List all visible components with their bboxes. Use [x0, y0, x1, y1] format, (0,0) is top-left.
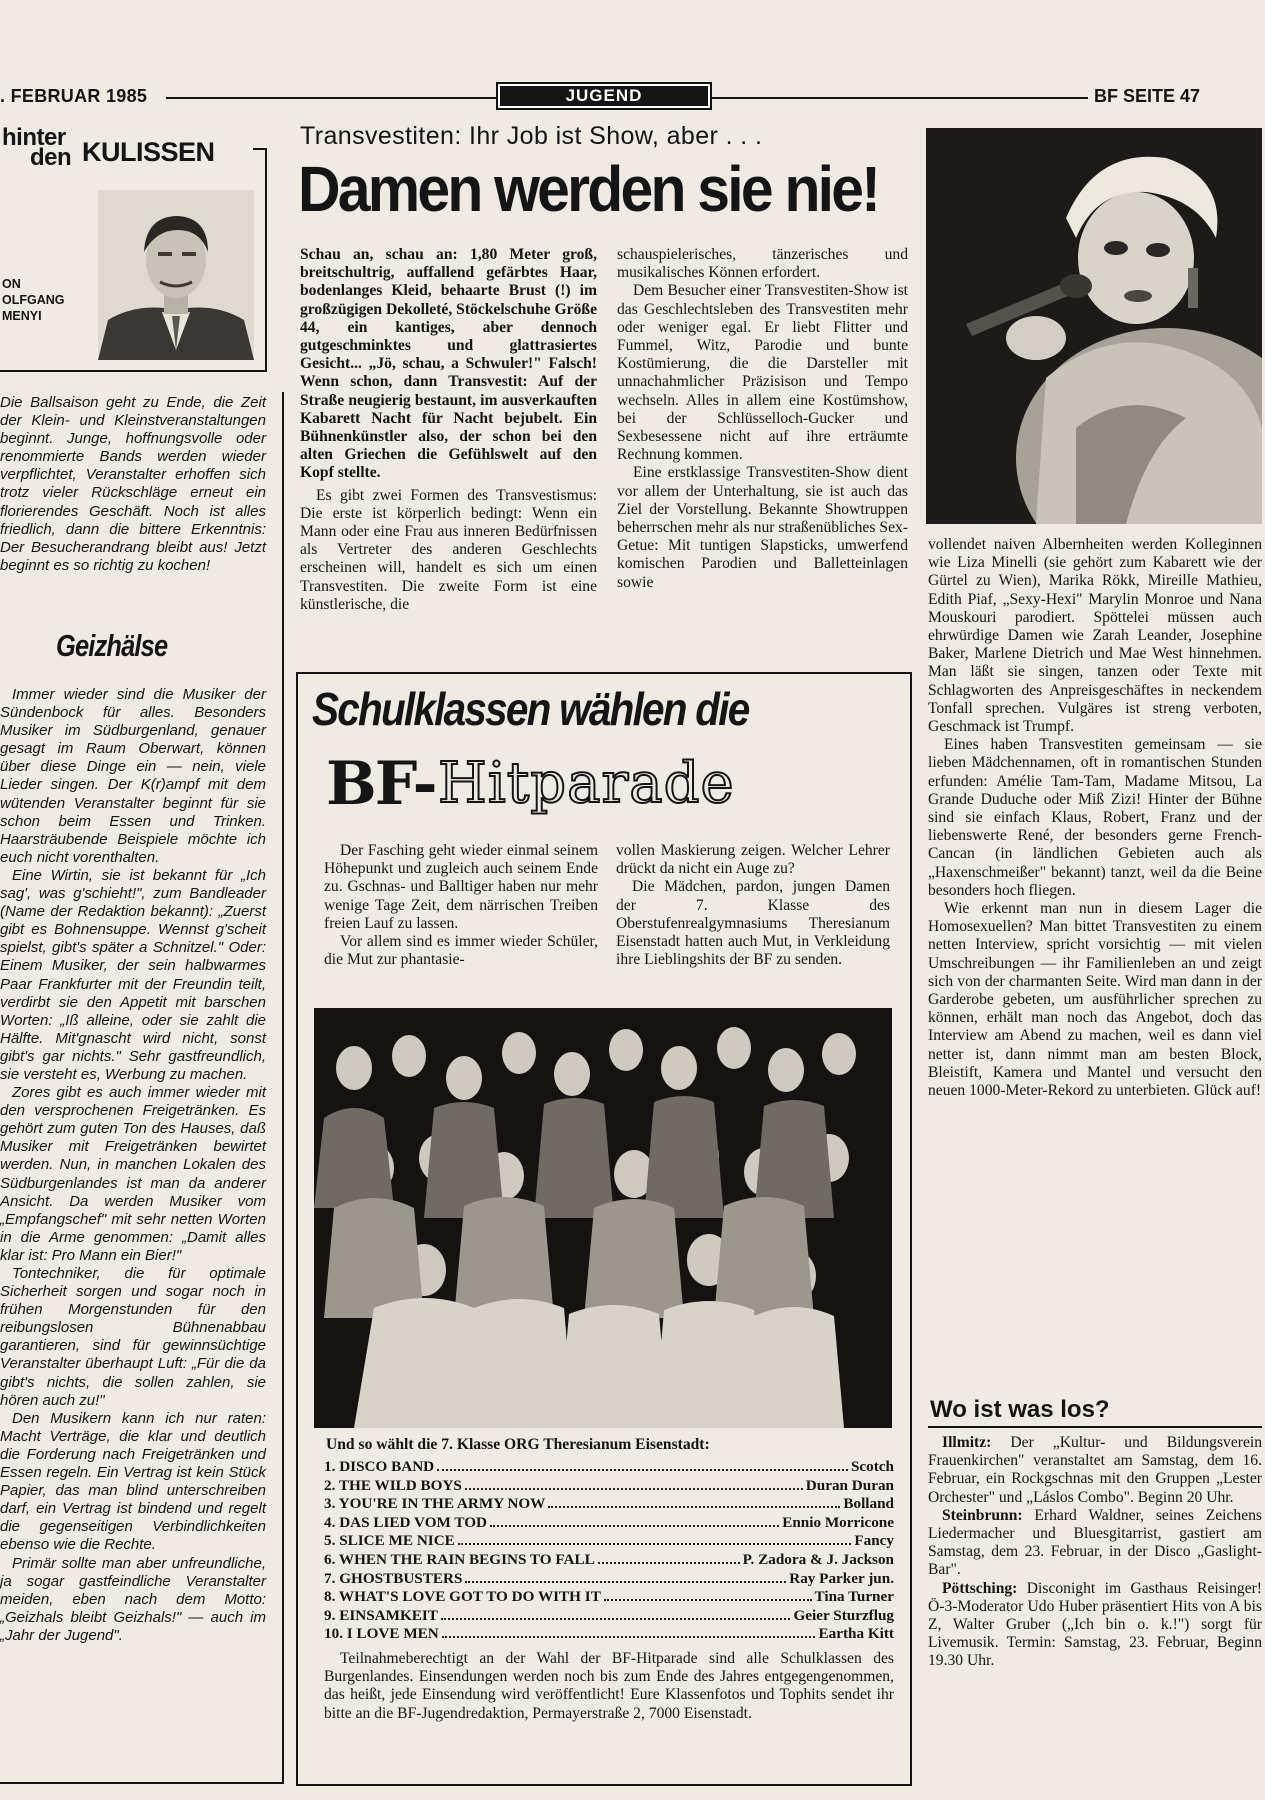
hit-song: 8. WHAT'S LOVE GOT TO DO WITH IT	[324, 1588, 601, 1606]
column-paragraph: Eine Wirtin, sie ist bekannt für „Ich sag', was g'schieht!", zum Bandleader (Name der Redaktion bekannt): „Zuerst gibt es Bohnensuppe. Wennst g'scheit spielst, gibt's später a Schnitzel." Oder: Einem Musiker, der sein halbwarmes Paar Frankfurter mit der Freundin teilt, verdirbt sie den Appetit mit barschen Worten: „Iß alleine, oder sie zahlt die Hälfte. Mit'gnascht wird nicht, sonst gibt's gar nichts." Sehr gastfreundlich, sie versteht es, Werbung zu machen.	[0, 866, 266, 1083]
hit-artist: Fancy	[854, 1532, 894, 1550]
hitparade-col1	[324, 842, 598, 969]
hitparade-col2	[616, 842, 890, 969]
hitlist-entry	[324, 1551, 894, 1570]
events-list	[928, 1434, 1262, 1671]
event-text: Erhard Waldner, seines Zeichens Liedermacher und Bluesgitarrist, gastiert am Samstag, dem 23. Februar, in der Disco „Gaslight-Bar".	[928, 1506, 1263, 1579]
event-item	[928, 1434, 1262, 1507]
article-col3	[928, 536, 1262, 1100]
hit-song: 10. I LOVE MEN	[324, 1625, 439, 1643]
hit-song: 3. YOU'RE IN THE ARMY NOW	[324, 1495, 546, 1513]
hitlist-entry	[324, 1588, 894, 1607]
hitparade-headline: Schulklassen wählen die	[312, 683, 749, 735]
hit-artist: P. Zadora & J. Jackson	[742, 1550, 894, 1568]
hitlist-entry	[324, 1458, 894, 1477]
class-photo	[314, 1008, 892, 1428]
column-body	[0, 686, 266, 1645]
column-subhead: Geizhälse	[56, 628, 168, 663]
hitparade-footer: Teilnahmeberechtigt an der Wahl der BF-Hitparade sind alle Schulklassen des Burgenlandes. Einsendungen werden noch bis zum Ende des Jahres entgegengenommen, das heißt, jede Einsendung wird veröffentlicht! Eure Klassenfotos und Tophits sendet ihr bitte an die BF-Jugendredaktion, Permayerstraße 2, 7000 Eisenstadt.	[324, 1650, 894, 1722]
hit-leader	[441, 1618, 791, 1620]
hitlist-entry	[324, 1532, 894, 1551]
hit-song: 2. THE WILD BOYS	[324, 1476, 462, 1494]
transvestite-photo	[926, 128, 1262, 524]
hit-song: 9. EINSAMKEIT	[324, 1606, 438, 1624]
column-logo	[2, 126, 274, 176]
header-rule-right	[712, 97, 1088, 99]
hit-leader	[604, 1599, 812, 1601]
column-intro: Die Ballsaison geht zu Ende, die Zeit der Klein- und Kleinstveranstaltungen beginnt. Junge, hoffnungsvolle oder renommierte Bands werden wieder verpflichtet, Veranstalter erhoffen sich trotz vieler Rückschläge erneut ein florierendes Geschäft. Noch ist alles friedlich, dann die bittere Erkenntnis: Der Besucherandrang bleibt aus! Jetzt beginnt es so richtig zu kochen!	[0, 394, 266, 574]
hitlist-entry	[324, 1514, 894, 1533]
hit-leader	[442, 1636, 816, 1638]
section-box	[496, 82, 712, 110]
author-photo	[98, 190, 254, 360]
hit-artist: Ray Parker jun.	[789, 1569, 894, 1587]
event-place: Pöttsching:	[942, 1579, 1018, 1597]
article-paragraph: Eine erstklassige Transvestiten-Show dient vor allem der Unterhaltung, sie ist auch das Ziel der Vorstellung. Bekannte Showtruppen beherrschen mehr als nur straßenübliches Sex-Getue: Mit tuntigen Slapsticks, umwerfend komischen Parodien und Balletteinlagen sowie	[617, 464, 908, 591]
column-bottom-rule	[0, 1782, 284, 1784]
article-kicker: Transvestiten: Ihr Job ist Show, aber . . .	[300, 122, 763, 150]
hit-artist: Tina Turner	[814, 1588, 894, 1606]
article-col1	[300, 246, 597, 614]
hit-leader	[490, 1525, 779, 1527]
hitparade-paragraph: vollen Maskierung zeigen. Welcher Lehrer drückt da nicht ein Auge zu?	[616, 842, 890, 878]
hitlist-entry	[324, 1477, 894, 1496]
hitparade-logo-word: Hitparade	[438, 751, 735, 816]
article-paragraph: Eines haben Transvestiten gemeinsam — sie lieben Mädchennamen, oft in romantischen Stunden erfunden: Amélie Tam-Tam, Madame Mitsou, La Grande Duduche oder Miß Zizi! Hinter der Bühne sind sie einfach Klaus, Robert, Franz und der liebenswerte René, der besonders gerne French-Cancan (in ländlichen Gebieten auch als „Haxenschmeißer" bekannt) tanzt, weil da die Beine besonders hoch fliegen.	[928, 736, 1262, 899]
column-paragraph: Den Musikern kann ich nur raten: Macht Verträge, die klar und deutlich die Forderung nach Freigetränken und Essen regeln. Ein Vertrag ist kein Stück Papier, das man blind unterschreiben darf, ein Vertrag ist bindend und regelt die gegenseitigen Verbindlichkeiten ebenso wie die Rechte.	[0, 1409, 266, 1554]
hitlist-entry	[324, 1607, 894, 1626]
hit-song: 6. WHEN THE RAIN BEGINS TO FALL	[324, 1550, 595, 1568]
hit-song: 4. DAS LIED VOM TOD	[324, 1513, 487, 1531]
hit-leader	[465, 1488, 803, 1490]
article-headline: Damen werden sie nie!	[298, 153, 879, 225]
column-logo-small-2: den	[30, 144, 72, 171]
article-lead: Schau an, schau an: 1,80 Meter groß, breitschultrig, auffallend gefärbtes Haar, bodenlanges Kleid, behaarte Brust (!) im großzügigen Dekolleté, Stöckelschuhe Größe 44, ein kantiges, aber dennoch gutgeschminktes und glattrasiertes Gesicht... „Jö, schau, a Schwuler!" Falsch! Wenn schon, dann Transvestit: Auf der Straße neugierig bestaunt, im ausverkauften Kabarett Nacht für Nacht bejubelt. Ein Bühnenkünstler also, der schon bei den alten Griechen die Gefühlswelt auf den Kopf stellte.	[300, 246, 597, 482]
article-paragraph: Dem Besucher einer Transvestiten-Show ist das Geschlechtsleben des Transvestiten mehr oder weniger egal. Er liebt Flitter und Fummel, Witz, Parodie und bunte Kostümierung, die die Darsteller mit unnachahmlicher Präzisison und Tempo wechseln. Alles in allem eine Kostümshow, bei der Schlüsselloch-Gucker und Sexbesessene nicht auf ihre erträumte Rechnung kommen.	[617, 282, 908, 464]
hit-artist: Duran Duran	[805, 1476, 894, 1494]
article-col2	[617, 246, 908, 592]
hit-artist: Ennio Morricone	[782, 1513, 894, 1531]
author-line-2: OLFGANG	[2, 293, 65, 307]
hit-artist: Eartha Kitt	[818, 1625, 894, 1643]
hit-leader	[598, 1562, 740, 1564]
column-frame-right	[265, 148, 267, 370]
issue-date: . FEBRUAR 1985	[0, 86, 148, 106]
column-frame-top	[253, 148, 267, 150]
event-item	[928, 1580, 1262, 1671]
hit-leader	[437, 1469, 848, 1471]
event-place: Steinbrunn:	[942, 1506, 1023, 1524]
author-line-3: MENYI	[2, 309, 42, 323]
column-paragraph: Immer wieder sind die Musiker der Sündenbock für alles. Besonders Musiker im Südburgenland, genauer gesagt im Raum Oberwart, können über diese Dinge ein — nein, viele Lieder singen. Der K(r)ampf mit dem wütenden Veranstalter beginnt für sie schon beim Essen und Trinken. Haarsträubende Beispiele möchte ich euch nicht vorenthalten.	[0, 686, 266, 866]
event-place: Illmitz:	[942, 1434, 992, 1451]
column-paragraph: Tontechniker, die für optimale Sicherheit sorgen und sogar noch in frühen Morgenstunden für den reibungslosen Bühnenabbau garantieren, sind für gewinnsüchtige Veranstalter überhaupt Luft: „Für die da gibt's nichts, die sollen zahlen, sie hören auch zu!"	[0, 1265, 266, 1409]
author-line-1: ON	[2, 277, 21, 291]
hitlist-title: Und so wählt die 7. Klasse ORG Theresianum Eisenstadt:	[326, 1436, 710, 1453]
hit-song: 7. GHOSTBUSTERS	[324, 1569, 463, 1587]
hitparade-paragraph: Vor allem sind es immer wieder Schüler, die Mut zur phantasie-	[324, 933, 598, 969]
hit-leader	[548, 1506, 840, 1508]
events-title-rule	[928, 1426, 1262, 1428]
hitparade-paragraph: Die Mädchen, pardon, jungen Damen der 7. Klasse des Oberstufenrealgymnasiums Theresianum Eisenstadt hatten auch Mut, in Verkleidung ihre Lieblingshits der BF zu senden.	[616, 878, 890, 969]
event-item	[928, 1507, 1262, 1580]
section-label: JUGEND	[500, 86, 708, 106]
hit-song: 1. DISCO BAND	[324, 1458, 435, 1475]
author-name	[2, 276, 65, 324]
header-rule-left	[166, 97, 496, 99]
article-paragraph: vollendet naiven Albernheiten werden Kolleginnen wie Liza Minelli (sie gehört zum Kabarett wie der Gürtel zu Wien), Marika Rökk, Mireille Mathieu, Edith Piaf, „Sexy-Hexi" Marylin Monroe und Nana Mouskouri parodiert. Spöttelei müssen auch ehrwürdige Damen wie Zarah Leander, Josephine Baker, Marlene Dietrich und Mae West hinnehmen. Man läßt sie singen, tanzen oder Texte mit Schlagworten des Anpreisgeschäftes in neckendem Tonfall sprechen. Vulgäres ist streng verboten, Geschmack ist Trumpf.	[928, 536, 1262, 736]
hitparade-paragraph: Der Fasching geht wieder einmal seinem Höhepunkt und zugleich auch seinem Ende zu. Gschnas- und Balltiger haben nur mehr wenige Tage Zeit, dem närrischen Treiben freien Lauf zu lassen.	[324, 842, 598, 932]
column-logo-small-1: hinter	[2, 124, 66, 151]
article-paragraph: Wie erkennt man nun in diesem Lager die Homosexuellen? Man bittet Transvestiten zu einem netten Interview, spricht vorsichtig — mit vielen Umschreibungen — ihr Familienleben an und zeigt sich von der charmanten Seite. Wird man dann in der Garderobe gebeten, um ausführlicher sprechen zu können, erhält man noch das Angebot, doch das Interview am Abend zu machen, weil es dann viel netter ist, dann nimmt man am besten Block, Bleistift, Kamera und Mantel und versucht den neuen 1000-Meter-Rekord zu unterbieten. Glück auf!	[928, 900, 1262, 1100]
hitlist-entry	[324, 1625, 894, 1644]
hit-song: 5. SLICE ME NICE	[324, 1532, 455, 1550]
event-text: Disconight im Gasthaus Reisinger! Ö-3-Moderator Udo Huber präsentiert Hits von A bis Z, Walter Gruber („Ich bin o. k.!") sorgt für Livemusik. Termin: Samstag, 23. Februar, Beginn 19.30 Uhr.	[928, 1579, 1262, 1670]
hitlist	[324, 1458, 894, 1644]
hitlist-entry	[324, 1495, 894, 1514]
column-paragraph: Zores gibt es auch immer wieder mit den versprochenen Freigetränken. Es gehört zum guten Ton des Hauses, daß Musiker mit Freigetränken bewirtet werden. Nun, in manchen Lokalen des Südburgenlandes ist man da anderer Ansicht. Da werden Musiker vom „Empfangschef" mit sehr netten Worten in die Arme genommen: „Damit alles klar ist: Pro Mann ein Bier!"	[0, 1084, 266, 1264]
column-logo-big: KULISSEN	[82, 137, 215, 167]
event-text: Der „Kultur- und Bildungsverein Frauenkirchen" veranstaltet am Samstag, dem 16. Februar, ein Rockgschnas mit den Gruppen „Lester Orchester" und „Láslos Combo". Beginn 20 Uhr.	[928, 1434, 1262, 1506]
column-frame-bottom	[0, 370, 267, 372]
hit-leader	[458, 1543, 852, 1545]
hit-artist: Bolland	[843, 1495, 894, 1513]
column-paragraph: Primär sollte man aber unfreundliche, ja sogar gastfeindliche Veranstalter meiden, eben nach dem Motto: „Geizhals bleibt Geizhals!" — auch im „Jahr der Jugend".	[0, 1554, 266, 1644]
hitlist-entry	[324, 1570, 894, 1589]
column-divider	[282, 392, 284, 1782]
article-paragraph: schauspielerisches, tänzerisches und musikalisches Können erfordert.	[617, 246, 908, 282]
hitparade-logo-bf: BF-	[326, 749, 436, 819]
events-title: Wo ist was los?	[930, 1396, 1110, 1423]
hit-leader	[465, 1581, 786, 1583]
hit-artist: Scotch	[850, 1458, 894, 1475]
page-number: BF SEITE 47	[1094, 86, 1201, 106]
hit-artist: Geier Sturzflug	[793, 1606, 894, 1624]
article-paragraph: Es gibt zwei Formen des Transvestismus: Die erste ist körperlich bedingt: Wenn ein Mann oder eine Frau aus inneren Bedürfnissen als Vertreter des anderen Geschlechts erscheinen will, handelt es sich um einen Transvestiten. Die zweite Form ist eine künstlerische, die	[300, 486, 597, 613]
